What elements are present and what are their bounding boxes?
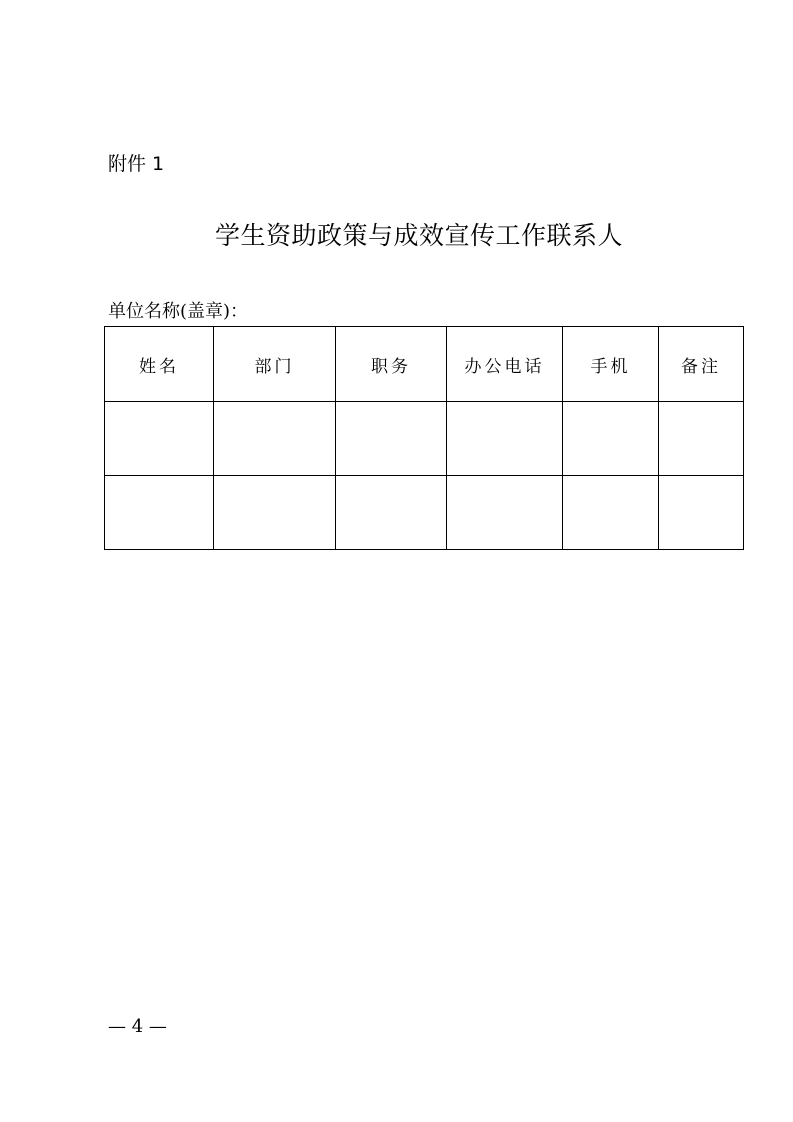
header-name: 姓名 xyxy=(105,327,214,402)
header-office-phone: 办公电话 xyxy=(447,327,563,402)
table-cell[interactable] xyxy=(447,476,563,550)
table-cell[interactable] xyxy=(336,476,447,550)
table-cell[interactable] xyxy=(105,476,214,550)
table-cell[interactable] xyxy=(659,476,744,550)
page-number: — 4 — xyxy=(108,1016,167,1037)
table-cell[interactable] xyxy=(659,402,744,476)
table-cell[interactable] xyxy=(563,476,659,550)
table-header-row xyxy=(105,327,744,402)
contact-table xyxy=(104,326,744,550)
table-cell[interactable] xyxy=(105,402,214,476)
table-cell[interactable] xyxy=(214,476,336,550)
table-cell[interactable] xyxy=(447,402,563,476)
header-mobile: 手机 xyxy=(563,327,659,402)
header-position: 职务 xyxy=(336,327,447,402)
attachment-label: 附件 1 xyxy=(108,153,165,175)
table-cell[interactable] xyxy=(336,402,447,476)
table-cell[interactable] xyxy=(563,402,659,476)
table-cell[interactable] xyxy=(214,402,336,476)
table-row xyxy=(105,476,744,550)
unit-name-label: 单位名称(盖章)： xyxy=(108,301,249,322)
document-title: 学生资助政策与成效宣传工作联系人 xyxy=(214,221,623,250)
header-remarks: 备注 xyxy=(659,327,744,402)
header-department: 部门 xyxy=(214,327,336,402)
table-row xyxy=(105,402,744,476)
